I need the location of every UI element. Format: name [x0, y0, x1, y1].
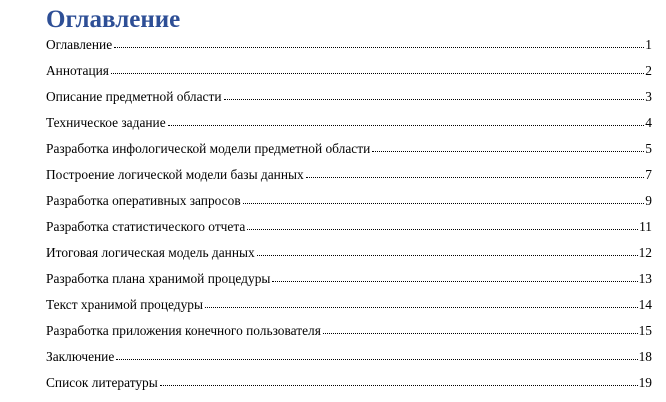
toc-entry-page-number: 12 — [638, 245, 652, 260]
toc-entry-page-number: 2 — [645, 63, 652, 78]
toc-entry-title: Итоговая логическая модель данных — [46, 245, 255, 260]
toc-entry-title: Разработка инфологической модели предметной области — [46, 141, 371, 156]
toc-dot-leader — [168, 115, 645, 126]
toc-dot-leader — [372, 141, 644, 152]
toc-entry-title: Аннотация — [46, 63, 109, 78]
toc-dot-leader — [160, 375, 638, 386]
toc-entry-title: Построение логической модели базы данных — [46, 167, 304, 182]
toc-entry-title: Оглавление — [46, 37, 113, 52]
toc-entry[interactable] — [46, 296, 652, 322]
toc-entry-page-number: 19 — [638, 375, 652, 390]
toc-dot-leader — [323, 323, 638, 334]
toc-entry-title: Разработка приложения конечного пользователя — [46, 323, 321, 338]
toc-dot-leader — [114, 37, 644, 48]
toc-dot-leader — [205, 297, 638, 308]
toc-dot-leader — [272, 271, 637, 282]
toc-entry-page-number: 3 — [645, 89, 652, 104]
toc-entry[interactable] — [46, 218, 652, 244]
toc-entry[interactable] — [46, 140, 652, 166]
toc-entry-title: Разработка оперативных запросов — [46, 193, 241, 208]
toc-entry-title: Разработка плана хранимой процедуры — [46, 271, 271, 286]
toc-entry[interactable] — [46, 166, 652, 192]
toc-entry-page-number: 14 — [638, 297, 652, 312]
toc-entry[interactable] — [46, 36, 652, 62]
toc-entry-page-number: 4 — [645, 115, 652, 130]
toc-dot-leader — [116, 349, 637, 360]
toc-entry-page-number: 15 — [638, 323, 652, 338]
toc-dot-leader — [224, 89, 645, 100]
toc-entry-title: Техническое задание — [46, 115, 166, 130]
toc-list — [46, 36, 652, 400]
toc-entry-page-number: 1 — [645, 37, 652, 52]
toc-entry[interactable] — [46, 114, 652, 140]
toc-heading: Оглавление — [46, 6, 181, 33]
toc-entry-title: Список литературы — [46, 375, 158, 390]
toc-entry-title: Описание предметной области — [46, 89, 222, 104]
toc-entry[interactable] — [46, 270, 652, 296]
toc-entry[interactable] — [46, 374, 652, 400]
toc-entry[interactable] — [46, 192, 652, 218]
toc-dot-leader — [111, 63, 644, 74]
toc-entry-page-number: 18 — [638, 349, 652, 364]
toc-entry[interactable] — [46, 348, 652, 374]
toc-entry-page-number: 13 — [638, 271, 652, 286]
toc-entry-title: Заключение — [46, 349, 115, 364]
toc-entry[interactable] — [46, 88, 652, 114]
toc-dot-leader — [306, 167, 645, 178]
toc-entry[interactable] — [46, 244, 652, 270]
toc-entry-page-number: 9 — [645, 193, 652, 208]
toc-dot-leader — [247, 219, 638, 230]
toc-entry-title: Разработка статистического отчета — [46, 219, 246, 234]
toc-dot-leader — [243, 193, 645, 204]
toc-entry-page-number: 5 — [645, 141, 652, 156]
toc-entry-page-number: 11 — [639, 219, 652, 234]
toc-entry-page-number: 7 — [645, 167, 652, 182]
toc-entry[interactable] — [46, 62, 652, 88]
toc-dot-leader — [257, 245, 638, 256]
toc-entry[interactable] — [46, 322, 652, 348]
toc-entry-title: Текст хранимой процедуры — [46, 297, 203, 312]
